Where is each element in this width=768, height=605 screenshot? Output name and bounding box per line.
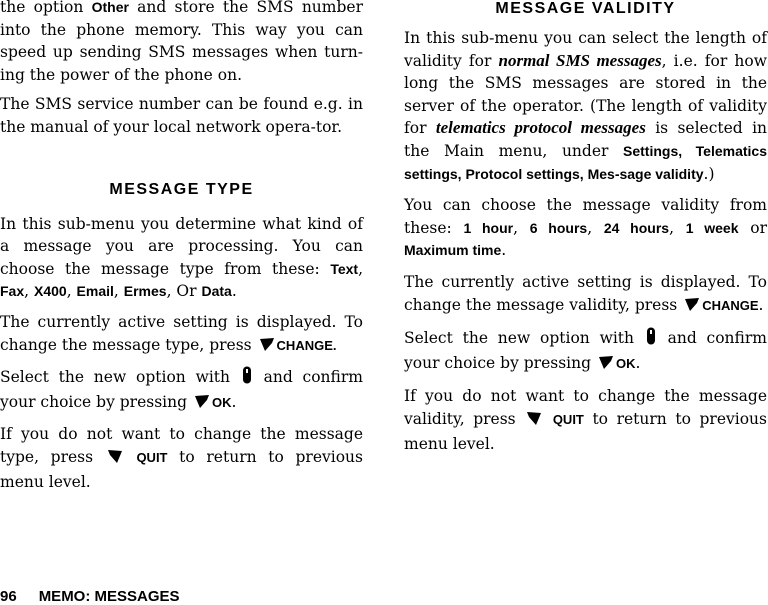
paragraph-message-type-intro: In this sub-menu you determine what kind of a message you are processing. You can choose the message type from these: Text, Fax, X400, Email, Ermes, Or Data. bbox=[0, 214, 363, 301]
paragraph-select-option: Select the new option with and confirm your choice by pressing OK. bbox=[404, 327, 767, 376]
paragraph-select-option: Select the new option with and confirm your choice by pressing OK. bbox=[0, 366, 363, 415]
key-label-quit: QUIT bbox=[136, 449, 168, 465]
paragraph-quit: If you do not want to change the message type, press QUIT to return to previous menu level. bbox=[0, 425, 363, 491]
option-ermes: Ermes bbox=[123, 283, 167, 300]
option-data: Data bbox=[201, 283, 232, 300]
left-softkey-icon bbox=[526, 410, 542, 433]
option-6-hours: 6 hours bbox=[529, 219, 588, 236]
paragraph-change-validity: The currently active setting is displayed. To change the message validity, press CHANGE. bbox=[404, 271, 767, 318]
term-normal-sms: normal SMS messages bbox=[498, 50, 662, 70]
option-1-week: 1 week bbox=[685, 219, 739, 236]
heading-message-validity: MESSAGE VALIDITY bbox=[495, 0, 676, 17]
key-label-change: CHANGE bbox=[702, 297, 759, 313]
paragraph-sms-service-number: The SMS service number can be found e.g. in the manual of your local network opera-tor. bbox=[0, 95, 363, 136]
paragraph-message-validity-intro: In this sub-menu you can select the length of validity for normal SMS messages, i.e. for how long the SMS messages are stored in the server of the operator. (The length of validity for telematics protocol messages is selected in the Main menu, under Settings, Telematics settings, Protocol settings, Mes-sage validity.) bbox=[404, 29, 768, 183]
key-label-change: CHANGE. bbox=[276, 337, 337, 353]
option-maximum-time: Maximum time bbox=[404, 242, 502, 259]
key-label-quit: QUIT bbox=[552, 411, 584, 427]
key-label-ok: OK bbox=[211, 394, 232, 410]
paragraph-quit: If you do not want to change the message validity, press QUIT to return to previous menu level. bbox=[404, 387, 767, 453]
paragraph-validity-options: You can choose the message validity from these: 1 hour, 6 hours, 24 hours, 1 week or Maximum time. bbox=[404, 196, 767, 260]
option-1-hour: 1 hour bbox=[463, 219, 514, 236]
scroll-key-icon bbox=[646, 327, 656, 352]
section-title: MEMO: MESSAGES bbox=[38, 588, 180, 605]
option-24-hours: 24 hours bbox=[603, 219, 670, 236]
option-x400: X400 bbox=[33, 283, 67, 300]
right-softkey-icon bbox=[259, 336, 275, 359]
key-label-ok: OK bbox=[615, 355, 636, 371]
left-column bbox=[0, 0, 363, 493]
right-column bbox=[404, 0, 767, 455]
left-softkey-icon bbox=[107, 448, 123, 471]
option-email: Email bbox=[76, 283, 114, 300]
option-fax: Fax bbox=[0, 283, 25, 300]
option-text: Text bbox=[330, 260, 359, 277]
right-softkey-icon bbox=[598, 354, 614, 377]
term-telematics: telematics protocol messages bbox=[435, 118, 646, 138]
paragraph-other-option: the option Other and store the SMS number into the phone memory. This way you can speed up sending SMS messages when turn-ing the power of the phone on. bbox=[0, 0, 363, 84]
heading-message-type: MESSAGE TYPE bbox=[109, 180, 254, 198]
option-other: Other bbox=[91, 0, 129, 15]
page-number: 96 bbox=[0, 588, 17, 605]
paragraph-change-message-type: The currently active setting is displayed. To change the message type, press CHANGE. bbox=[0, 311, 363, 358]
menu-path: Settings, Telematics settings, Protocol settings, Mes-sage validity bbox=[404, 142, 767, 182]
scroll-key-icon bbox=[242, 366, 252, 391]
right-softkey-icon bbox=[684, 296, 700, 319]
right-softkey-icon bbox=[194, 393, 210, 416]
